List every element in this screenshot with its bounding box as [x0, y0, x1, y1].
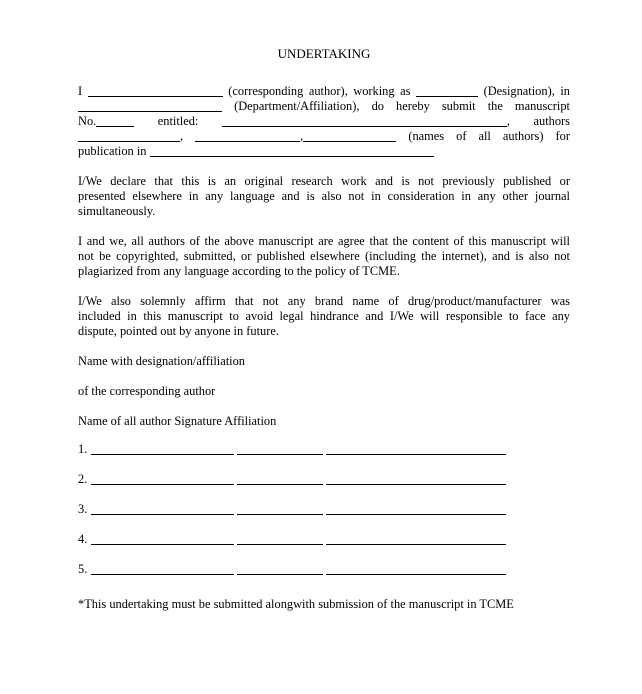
blank-field[interactable]	[150, 145, 434, 157]
name-affiliation-labels	[78, 354, 570, 429]
declaration-paragraph	[78, 294, 570, 339]
row-number: 1.	[78, 442, 88, 456]
section-label: of the corresponding author	[78, 384, 216, 398]
author-row	[78, 442, 570, 457]
blank-field[interactable]	[91, 443, 234, 455]
row-number: 4.	[78, 532, 88, 546]
text-segment: authors	[533, 114, 570, 128]
blank-field[interactable]	[237, 563, 323, 575]
opening-line	[78, 144, 570, 159]
declaration-paragraph	[78, 234, 570, 279]
paragraph-line: included in this manuscript to avoid legal hindrance and I/We will responsible to face any	[78, 309, 570, 323]
blank-field[interactable]	[237, 533, 323, 545]
text-segment: I	[78, 84, 83, 98]
blank-field[interactable]	[237, 473, 323, 485]
row-number: 2.	[78, 472, 88, 486]
blank-field[interactable]	[416, 85, 478, 97]
paragraph-line: presented elsewhere in any language and is also not in consideration in any other journal	[78, 189, 570, 203]
text-segment: (corresponding author), working as	[228, 84, 411, 98]
author-row	[78, 562, 570, 577]
opening-line	[78, 84, 570, 99]
row-number: 5.	[78, 562, 88, 576]
blank-field[interactable]	[222, 115, 507, 127]
author-row	[78, 532, 570, 547]
blank-field[interactable]	[91, 563, 234, 575]
blank-field[interactable]	[303, 130, 396, 142]
blank-field[interactable]	[326, 443, 506, 455]
declaration-paragraph	[78, 174, 570, 219]
paragraph-line: I and we, all authors of the above manuscript are agree that the content of this manuscript will	[78, 234, 570, 248]
declaration-paragraphs	[78, 174, 570, 339]
blank-field[interactable]	[91, 473, 234, 485]
paragraph-line: dispute, pointed out by anyone in future.	[78, 324, 279, 338]
paragraph-line: plagiarized from any language according to the policy of TCME.	[78, 264, 400, 278]
text-segment: ,	[506, 114, 510, 128]
paragraph-line: simultaneously.	[78, 204, 156, 218]
text-segment: (Department/Affiliation), do hereby submit the manuscript	[234, 99, 570, 113]
opening-line	[78, 114, 570, 129]
blank-field[interactable]	[326, 503, 506, 515]
paragraph-line: not be copyrighted, submitted, or published elsewhere (including the internet), and is also not	[78, 249, 570, 263]
text-segment: ,	[300, 129, 304, 143]
document-title: UNDERTAKING	[277, 46, 371, 61]
text-segment: (Designation), in	[483, 84, 570, 98]
text-segment: ,	[180, 129, 184, 143]
opening-line	[78, 99, 570, 114]
paragraph-line: I/We also solemnly affirm that not any brand name of drug/product/manufacturer was	[78, 294, 570, 308]
blank-field[interactable]	[78, 130, 180, 142]
text-segment: publication in	[78, 144, 147, 158]
blank-field[interactable]	[326, 563, 506, 575]
submission-footnote: *This undertaking must be submitted alongwith submission of the manuscript in TCME	[78, 597, 514, 611]
section-label: Name of all author Signature Affiliation	[78, 414, 277, 428]
blank-field[interactable]	[96, 115, 134, 127]
blank-field[interactable]	[91, 533, 234, 545]
text-segment: (names of all authors) for	[408, 129, 570, 143]
author-row	[78, 502, 570, 517]
row-number: 3.	[78, 502, 88, 516]
blank-field[interactable]	[88, 85, 223, 97]
blank-field[interactable]	[237, 503, 323, 515]
blank-field[interactable]	[91, 503, 234, 515]
author-row	[78, 472, 570, 487]
blank-field[interactable]	[326, 533, 506, 545]
blank-field[interactable]	[237, 443, 323, 455]
text-segment: No.	[78, 114, 97, 128]
blank-field[interactable]	[195, 130, 300, 142]
text-segment: entitled:	[157, 114, 199, 128]
paragraph-line: I/We declare that this is an original research work and is not previously published or	[78, 174, 570, 188]
author-signature-rows	[78, 442, 570, 577]
opening-line	[78, 129, 570, 144]
section-label: Name with designation/affiliation	[78, 354, 246, 368]
opening-statement	[78, 84, 570, 159]
blank-field[interactable]	[78, 100, 222, 112]
blank-field[interactable]	[326, 473, 506, 485]
